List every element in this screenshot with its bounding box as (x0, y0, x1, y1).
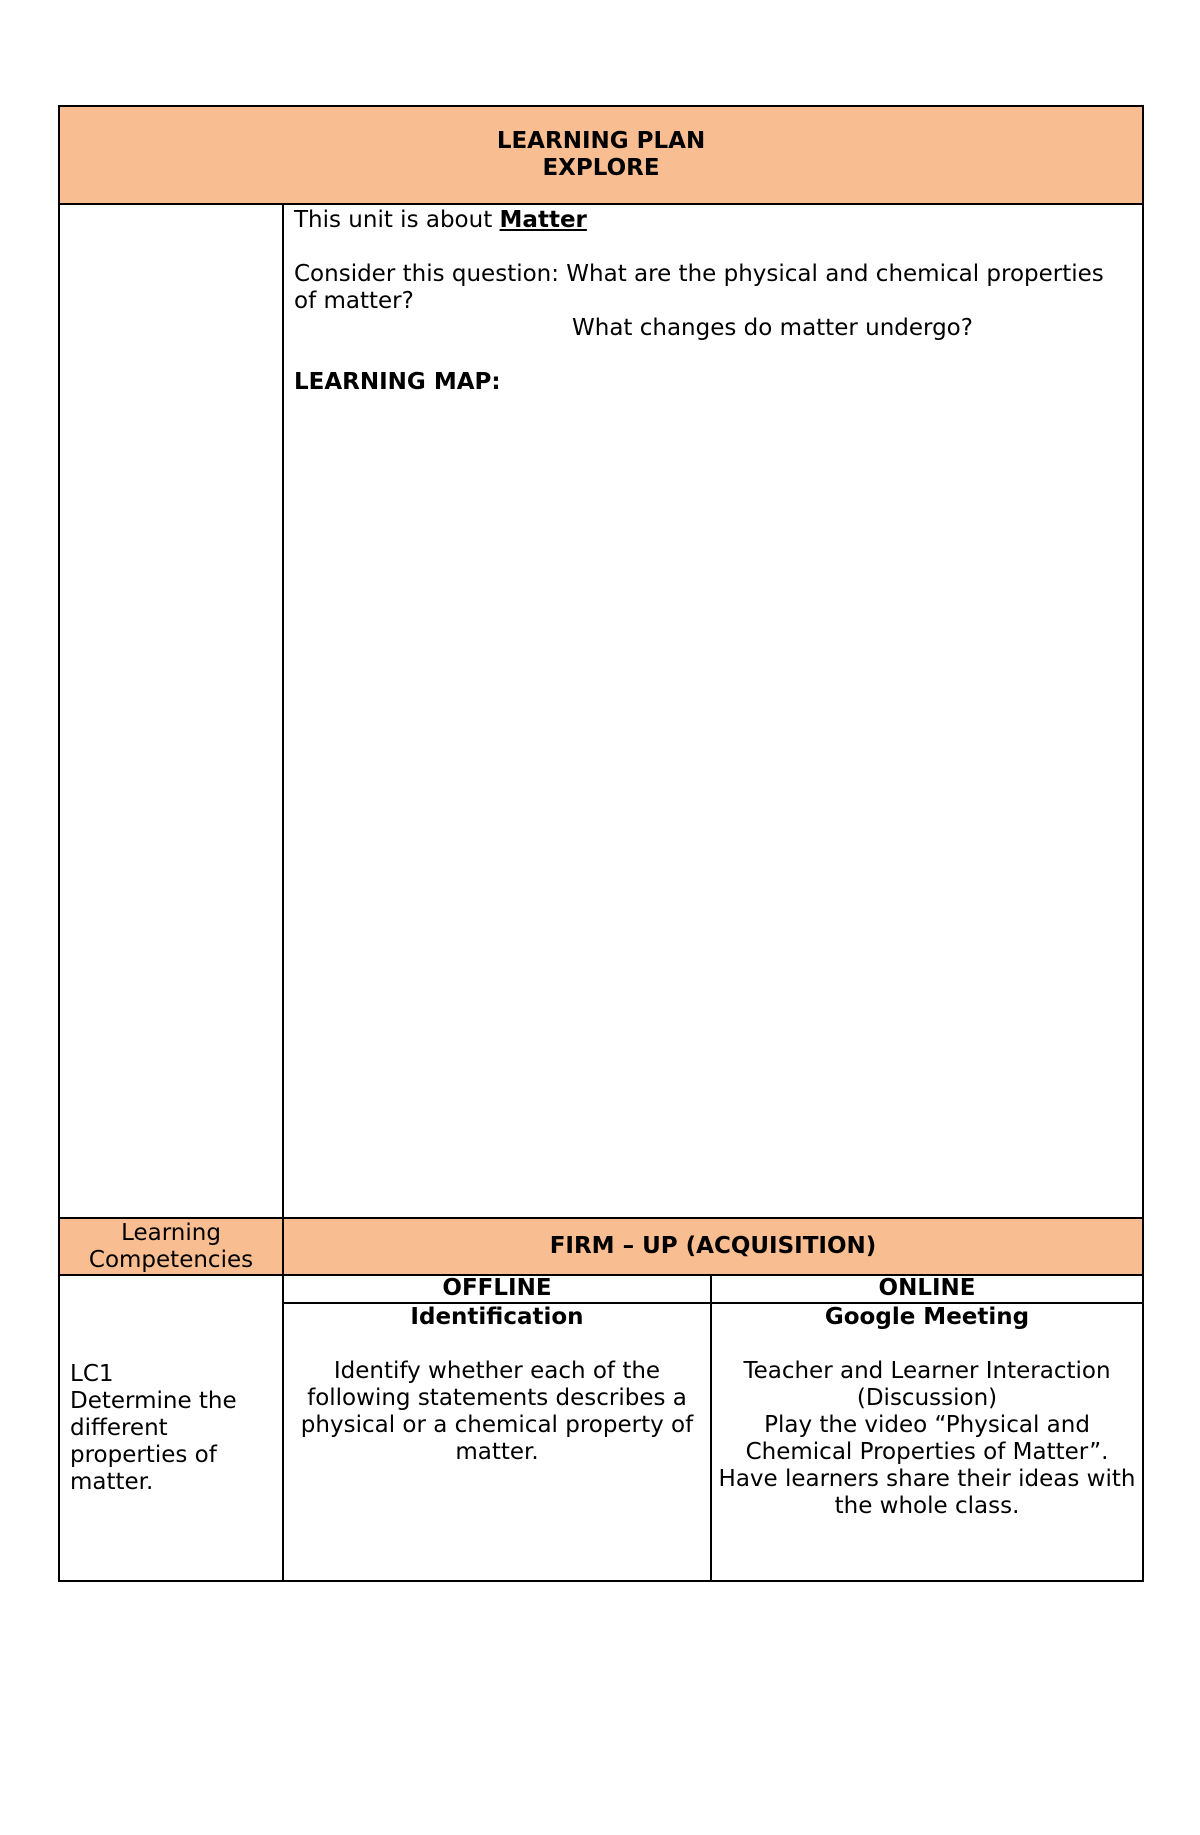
essential-question-2: What changes do matter undergo? (572, 315, 973, 341)
competency-code: LC1 (70, 1360, 114, 1387)
online-header: ONLINE (711, 1275, 1143, 1303)
plan-title: LEARNING PLAN (496, 128, 706, 154)
offline-header: OFFLINE (283, 1275, 711, 1303)
competency-text: Determine the different properties of matter. (70, 1387, 237, 1495)
offline-activity-cell (283, 1303, 711, 1581)
essential-question: Consider this question: What are the physical and chemical properties of matter? (294, 261, 1104, 314)
plan-title-cell (59, 106, 1143, 204)
competencies-header: Learning Competencies (59, 1218, 283, 1275)
learning-map-label: LEARNING MAP: (294, 369, 501, 395)
explore-content-cell (283, 204, 1143, 1218)
learning-plan-table (58, 105, 1144, 1582)
online-activity-line-1: Teacher and Learner Interaction (Discussion) (743, 1358, 1111, 1411)
offline-activity-text: Identify whether each of the following statements describes a physical or a chemical property of matter. (300, 1358, 694, 1465)
online-activity-line-2: Play the video “Physical and Chemical Properties of Matter”. (745, 1412, 1109, 1465)
firm-up-header: FIRM – UP (ACQUISITION) (283, 1218, 1143, 1275)
unit-topic: Matter (499, 207, 587, 233)
explore-left-cell (59, 204, 283, 1218)
online-activity-cell (711, 1303, 1143, 1581)
offline-activity-title: Identification (410, 1304, 584, 1330)
online-activity-line-3: Have learners share their ideas with the whole class. (718, 1466, 1136, 1519)
plan-subtitle: EXPLORE (542, 155, 660, 181)
unit-statement (294, 207, 1132, 234)
online-activity-title: Google Meeting (824, 1304, 1030, 1330)
competency-cell (59, 1275, 283, 1581)
unit-prefix: This unit is about (294, 207, 500, 233)
